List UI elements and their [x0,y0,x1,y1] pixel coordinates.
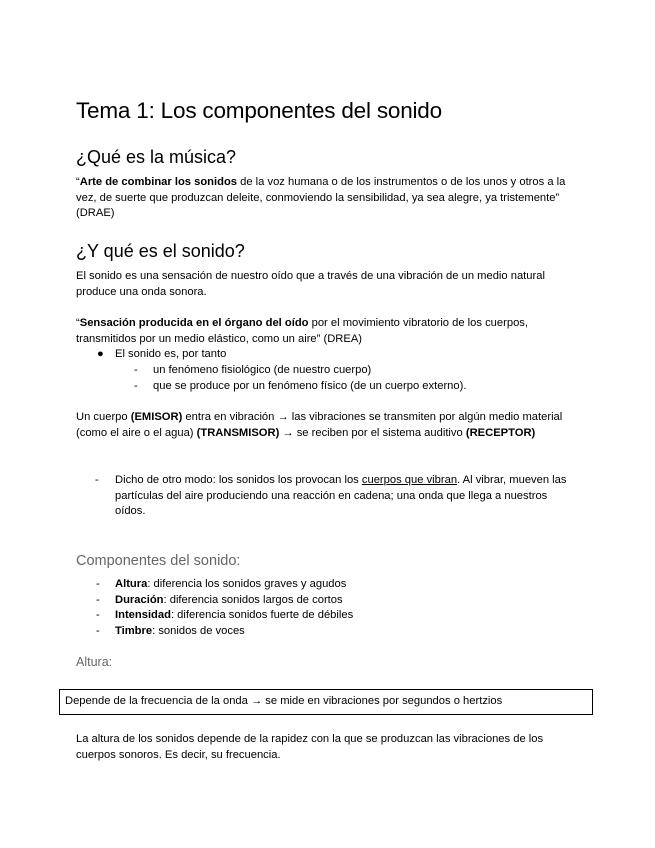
list-item-text: que se produce por un fenómeno físico (de un cuerpo externo). [153,379,467,392]
list-item-text: un fenómeno fisiológico (de nuestro cuerpo) [153,364,372,376]
list-item [97,347,227,363]
sub-list [134,363,467,394]
list-item [96,608,354,624]
list-item [134,363,466,379]
list-item-text: Dicho de otro modo: los sonidos los provocan los [115,474,362,486]
heading-que-es-la-musica: ¿Qué es la música? [76,147,237,167]
dash-list [95,473,577,520]
heading-que-es-el-sonido: ¿Y qué es el sonido? [76,241,245,261]
definicion-sonido-text: por el movimiento vibratorio de los cuerpos, transmitidos por un medio elástico, como un aire” (DREA) [76,317,529,345]
transmisor-label: (TRANSMISOR) [196,426,280,439]
dash-marker: - [134,379,138,392]
definicion-sonido [76,316,576,347]
componentes-list [96,577,354,639]
list-item-text: El sonido es, por tanto [115,348,227,360]
chain-text: → se reciben por el sistema auditivo [279,426,466,439]
component-term: Intensidad [115,609,171,621]
component-desc: : diferencia los sonidos graves y agudos [147,578,347,590]
dash-marker: - [96,578,100,590]
component-term: Duración [115,593,164,606]
dash-marker: - [96,609,100,621]
component-term: Altura [115,578,148,590]
frecuencia-callout-box: Depende de la frecuencia de la onda → se mide en vibraciones por segundos o hertzios [59,689,593,715]
dash-marker: - [96,624,100,637]
dash-marker: - [134,364,138,376]
definicion-sonido-bold: Sensación producida en el órgano del oído [79,317,309,329]
list-item [96,593,353,609]
component-desc: : diferencia sonidos largos de cortos [163,593,343,606]
dash-marker: - [96,593,100,606]
component-term: Timbre [115,624,153,637]
heading-componentes-del-sonido: Componentes del sonido: [76,553,241,569]
component-desc: : sonidos de voces [152,624,245,637]
definicion-musica-bold: Arte de combinar los sonidos [79,176,238,188]
chain-text: Un cuerpo [76,411,131,423]
component-desc: : diferencia sonidos fuerte de débiles [170,609,354,621]
quote-mark: “ [76,176,80,188]
page-title: Tema 1: Los componentes del sonido [76,98,442,123]
bullet-list [97,347,227,363]
list-item [134,379,467,395]
list-item [96,624,353,640]
definicion-musica [76,175,576,222]
receptor-label: (RECEPTOR) [465,426,536,439]
list-item-text: . Al vibrar, mueven las partículas del aire produciendo una reacción en cadena; una onda que llega a nuestros oídos. [115,474,567,517]
chain-text: entra en vibración → las vibraciones se transmiten por algún medio material (como el aire o el agua) [76,411,563,439]
bullet-marker: ● [97,348,104,360]
definicion-musica-text: de la voz humana o de los instrumentos o de los unos y otros a la vez, de suerte que produzcan deleite, conmoviendo la sensibilidad, ya sea alegre, ya tristemente” (DRAE) [76,176,566,219]
emisor-transmisor-receptor-paragraph [76,410,576,441]
sonido-intro-paragraph: El sonido es una sensación de nuestro oído que a través de una vibración de un medio natural produce una onda sonora. [76,270,545,298]
list-item [95,473,577,520]
dash-marker: - [95,474,99,486]
emisor-label: (EMISOR) [130,411,183,423]
quote-mark: “ [76,317,80,329]
heading-altura: Altura: [76,655,113,669]
altura-paragraph: La altura de los sonidos depende de la rapidez con la que se produzcan las vibraciones de los cuerpos sonoros. Es decir, su frecuencia. [76,733,544,761]
cuerpos-que-vibran-underlined: cuerpos que vibran [361,474,458,486]
list-item [96,577,353,593]
